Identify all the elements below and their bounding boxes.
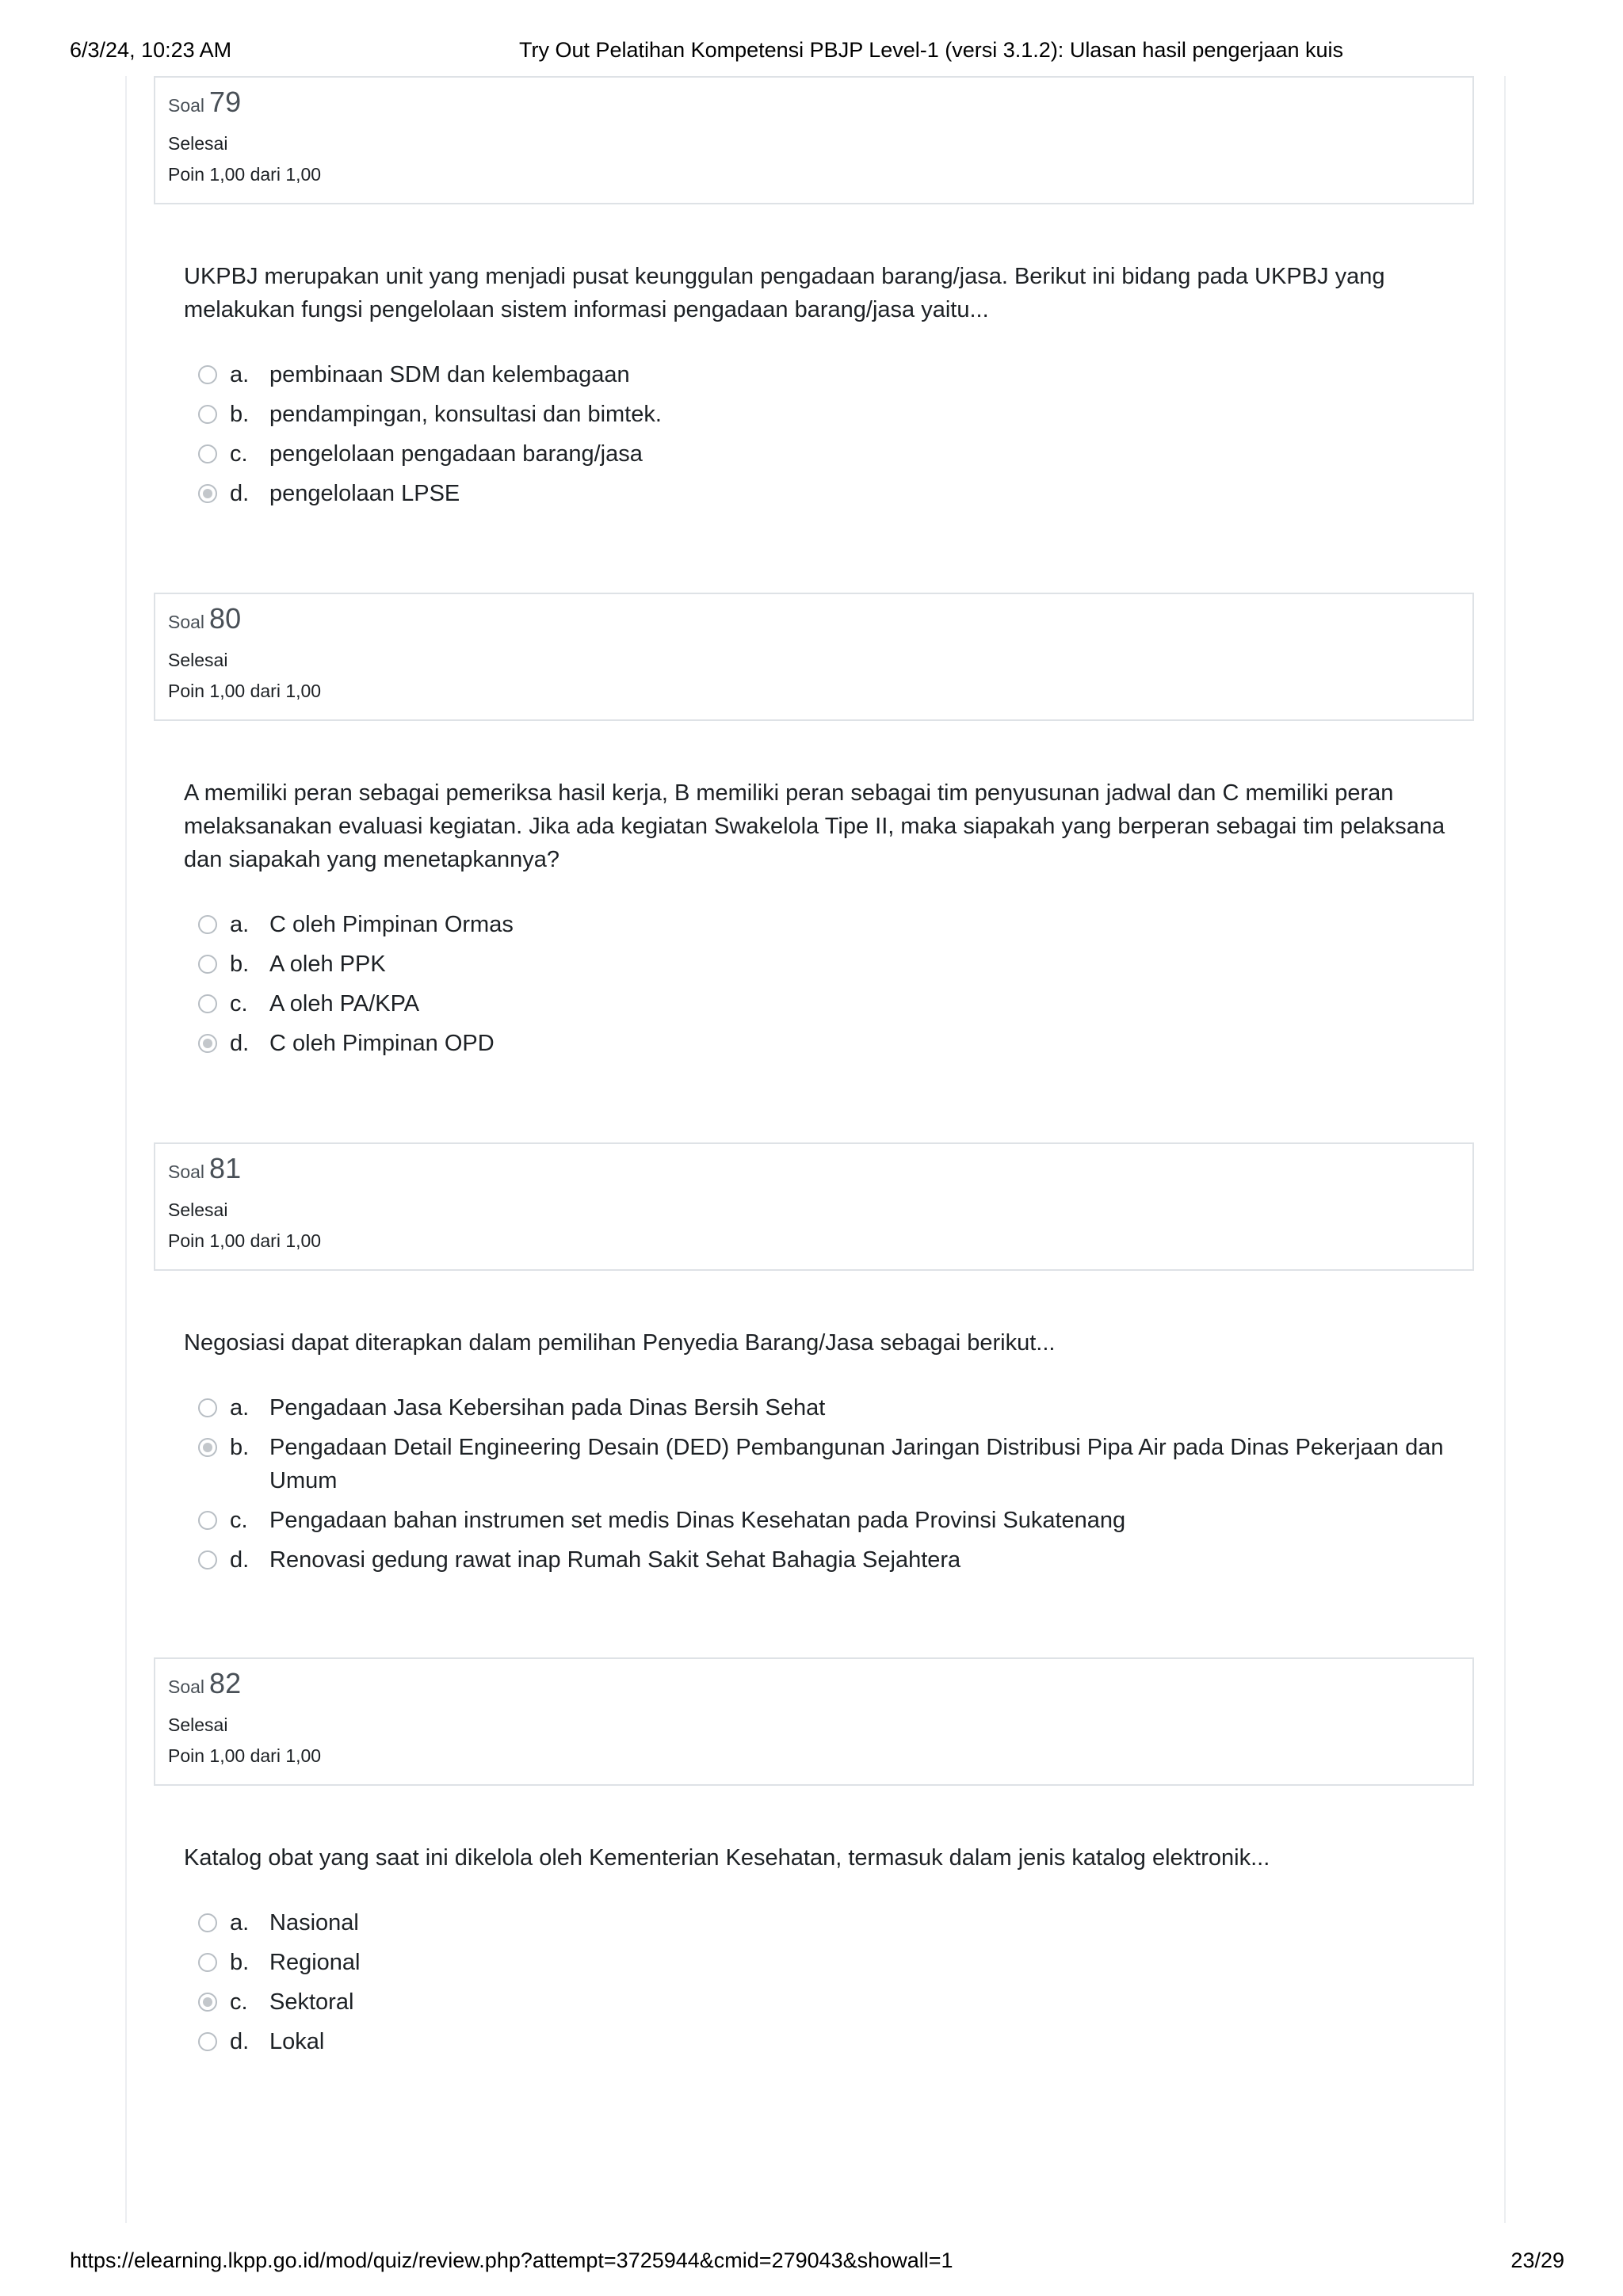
answer-text: Regional xyxy=(269,1950,361,1975)
question-number-label: Soal xyxy=(168,95,205,116)
question-82 xyxy=(154,1657,1474,2065)
question-info xyxy=(154,1142,1474,1271)
radio-icon[interactable] xyxy=(198,955,217,974)
question-text: UKPBJ merupakan unit yang menjadi pusat keunggulan pengadaan barang/jasa. Berikut ini bidang pada UKPBJ yang melakukan fungsi pengelolaan sistem informasi pengadaan barang/jasa yaitu... xyxy=(184,264,1385,322)
answer-letter: b. xyxy=(230,402,250,427)
question-81 xyxy=(154,1142,1474,1583)
print-page-number: 23/29 xyxy=(1510,2248,1564,2272)
answer-text: pengelolaan LPSE xyxy=(269,481,460,506)
answer-letter: b. xyxy=(230,1435,250,1460)
answer-letter: c. xyxy=(230,441,248,467)
question-number-value: 82 xyxy=(209,1667,242,1699)
answer-text: A oleh PA/KPA xyxy=(269,991,420,1016)
question-79 xyxy=(154,76,1474,517)
answer-option-b[interactable] xyxy=(198,1946,1474,1979)
question-80 xyxy=(154,593,1474,1066)
radio-icon[interactable] xyxy=(198,915,217,934)
question-grade: Poin 1,00 dari 1,00 xyxy=(168,1230,322,1251)
radio-icon[interactable] xyxy=(198,365,217,384)
radio-icon[interactable] xyxy=(198,1550,217,1569)
radio-icon[interactable] xyxy=(198,1398,217,1417)
answer-text: C oleh Pimpinan OPD xyxy=(269,1031,495,1056)
question-text: Negosiasi dapat diterapkan dalam pemilihan Penyedia Barang/Jasa sebagai berikut... xyxy=(184,1330,1056,1356)
answer-option-b[interactable] xyxy=(198,948,1474,981)
answer-letter: a. xyxy=(230,1395,250,1421)
answer-option-c[interactable] xyxy=(198,437,1474,471)
question-number-value: 79 xyxy=(209,86,242,118)
radio-icon[interactable] xyxy=(198,405,217,424)
answer-option-d[interactable] xyxy=(198,1027,1474,1060)
answer-option-c[interactable] xyxy=(198,1504,1474,1537)
question-number xyxy=(168,1152,1460,1188)
answer-option-d[interactable] xyxy=(198,477,1474,510)
answer-letter: a. xyxy=(230,362,250,387)
answer-option-d[interactable] xyxy=(198,1543,1474,1577)
answer-option-a[interactable] xyxy=(198,1906,1474,1939)
print-page-title: Try Out Pelatihan Kompetensi PBJP Level-1 (versi 3.1.2): Ulasan hasil pengerjaan kuis xyxy=(519,38,1344,62)
answer-option-a[interactable] xyxy=(198,908,1474,941)
answer-text: A oleh PPK xyxy=(269,952,386,977)
question-grade: Poin 1,00 dari 1,00 xyxy=(168,164,322,185)
question-text: A memiliki peran sebagai pemeriksa hasil kerja, B memiliki peran sebagai tim penyusunan jadwal dan C memiliki peran melaksanakan evaluasi kegiatan. Jika ada kegiatan Swakelola Tipe II, maka siapakah yang berperan sebagai tim pelaksana dan siapakah yang menetapkannya? xyxy=(184,780,1445,872)
question-number-value: 81 xyxy=(209,1152,242,1184)
answer-text: pengelolaan pengadaan barang/jasa xyxy=(269,441,643,467)
question-number-label: Soal xyxy=(168,1676,205,1697)
question-state: Selesai xyxy=(168,650,228,670)
answer-text: pendampingan, konsultasi dan bimtek. xyxy=(269,402,662,427)
radio-checked-icon[interactable] xyxy=(198,1034,217,1053)
answer-option-d[interactable] xyxy=(198,2025,1474,2058)
print-url: https://elearning.lkpp.go.id/mod/quiz/review.php?attempt=3725944&cmid=279043&showall=1 xyxy=(70,2248,953,2272)
question-number xyxy=(168,86,1460,122)
answer-text: pembinaan SDM dan kelembagaan xyxy=(269,362,630,387)
page-border-right xyxy=(1504,76,1506,2223)
radio-icon[interactable] xyxy=(198,994,217,1013)
print-footer xyxy=(0,2248,1623,2280)
radio-checked-icon[interactable] xyxy=(198,1993,217,2012)
radio-checked-icon[interactable] xyxy=(198,1438,217,1457)
question-grade: Poin 1,00 dari 1,00 xyxy=(168,681,322,701)
question-number-value: 80 xyxy=(209,602,242,635)
question-info xyxy=(154,76,1474,204)
answer-option-c[interactable] xyxy=(198,1985,1474,2019)
radio-icon[interactable] xyxy=(198,1953,217,1972)
answer-letter: b. xyxy=(230,952,250,977)
answer-text: Sektoral xyxy=(269,1989,354,2015)
answer-option-a[interactable] xyxy=(198,358,1474,391)
answer-letter: a. xyxy=(230,1910,250,1936)
answer-list xyxy=(198,1906,1474,2058)
print-header xyxy=(0,38,1623,70)
radio-icon[interactable] xyxy=(198,444,217,463)
answer-letter: a. xyxy=(230,912,250,937)
answer-text: Lokal xyxy=(269,2029,325,2054)
question-grade: Poin 1,00 dari 1,00 xyxy=(168,1745,322,1766)
answer-option-b[interactable] xyxy=(198,1431,1474,1497)
answer-text: Pengadaan Jasa Kebersihan pada Dinas Bersih Sehat xyxy=(269,1395,826,1421)
answer-text: Renovasi gedung rawat inap Rumah Sakit Sehat Bahagia Sejahtera xyxy=(269,1547,961,1573)
radio-icon[interactable] xyxy=(198,1511,217,1530)
question-text: Katalog obat yang saat ini dikelola oleh Kementerian Kesehatan, termasuk dalam jenis katalog elektronik... xyxy=(184,1845,1270,1871)
answer-text: Nasional xyxy=(269,1910,359,1936)
answer-letter: c. xyxy=(230,991,248,1016)
question-number-label: Soal xyxy=(168,612,205,632)
question-info xyxy=(154,1657,1474,1786)
answer-letter: c. xyxy=(230,1989,248,2015)
question-number xyxy=(168,1667,1460,1703)
page-border-left xyxy=(125,76,127,2223)
answer-option-b[interactable] xyxy=(198,398,1474,431)
answer-option-c[interactable] xyxy=(198,987,1474,1020)
question-number xyxy=(168,602,1460,639)
answer-list xyxy=(198,1391,1474,1577)
question-info xyxy=(154,593,1474,721)
radio-icon[interactable] xyxy=(198,2032,217,2051)
print-datetime: 6/3/24, 10:23 AM xyxy=(70,38,232,62)
answer-letter: d. xyxy=(230,481,250,506)
question-state: Selesai xyxy=(168,1714,228,1735)
question-state: Selesai xyxy=(168,133,228,154)
radio-icon[interactable] xyxy=(198,1913,217,1932)
radio-checked-icon[interactable] xyxy=(198,484,217,503)
answer-text: Pengadaan bahan instrumen set medis Dinas Kesehatan pada Provinsi Sukatenang xyxy=(269,1508,1126,1533)
answer-list xyxy=(198,908,1474,1060)
answer-letter: d. xyxy=(230,2029,250,2054)
answer-list xyxy=(198,358,1474,510)
answer-letter: d. xyxy=(230,1031,250,1056)
answer-letter: d. xyxy=(230,1547,250,1573)
question-number-label: Soal xyxy=(168,1161,205,1182)
answer-letter: c. xyxy=(230,1508,248,1533)
answer-text: Pengadaan Detail Engineering Desain (DED) Pembangunan Jaringan Distribusi Pipa Air pada Dinas Pekerjaan dan Umum xyxy=(269,1435,1444,1493)
answer-letter: b. xyxy=(230,1950,250,1975)
answer-option-a[interactable] xyxy=(198,1391,1474,1425)
question-state: Selesai xyxy=(168,1199,228,1220)
answer-text: C oleh Pimpinan Ormas xyxy=(269,912,514,937)
